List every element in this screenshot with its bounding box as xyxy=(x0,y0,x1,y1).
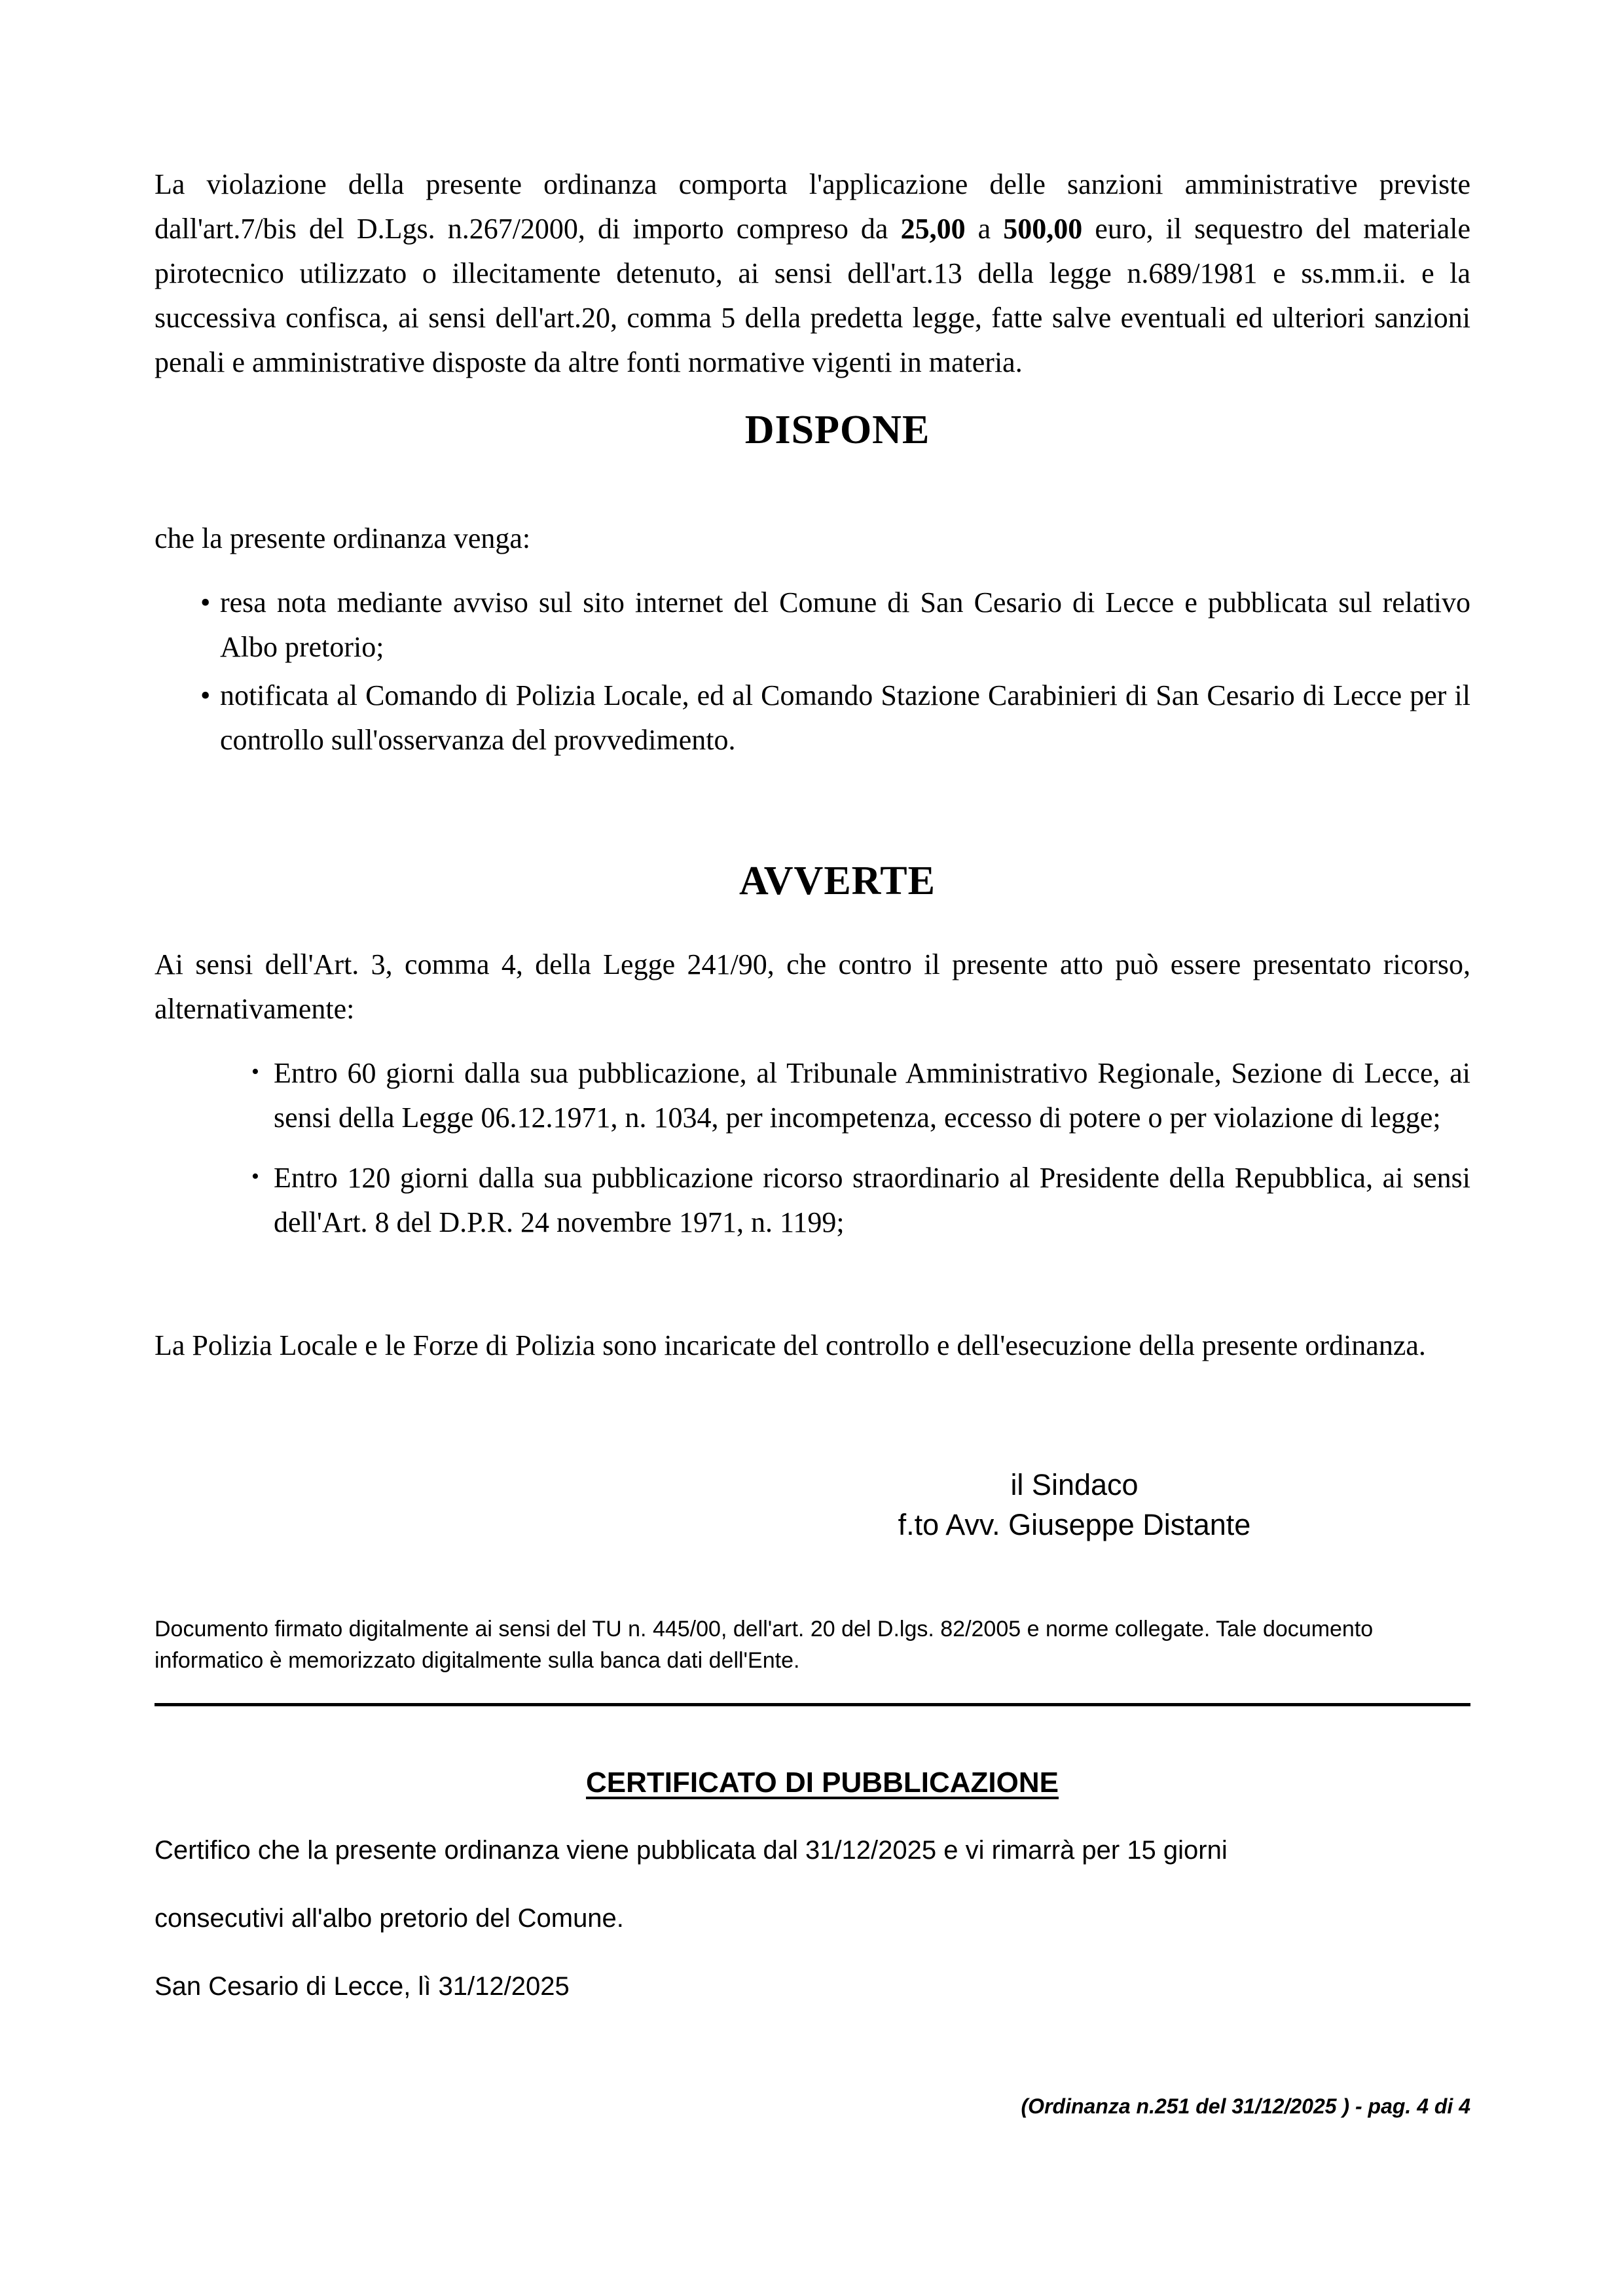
list-item-text: notificata al Comando di Polizia Locale, ed al Comando Stazione Carabinieri di San Cesario di Lecce per il controllo sull'osservanza del provvedimento. xyxy=(220,679,1470,756)
avverte-intro: Ai sensi dell'Art. 3, comma 4, della Legge 241/90, che contro il presente atto può essere presentato ricorso, alternativamente: xyxy=(155,948,1470,1025)
dispone-bullet-list xyxy=(200,581,1470,762)
list-item xyxy=(200,673,1470,762)
spacer xyxy=(155,1261,1470,1323)
certificate-line-2: consecutivi all'albo pretorio del Comune. xyxy=(155,1903,624,1933)
spacer xyxy=(155,561,1470,581)
sanction-text-part3: euro, il sequestro del materiale pirotecnico utilizzato o illecitamente detenuto, ai sensi dell'art.13 della legge n.689/1981 e ss.mm.ii. e la successiva confisca, ai sensi dell'art.20, comma 5 della predetta legge, fatte salve eventuali ed ulteriori sanzioni penali e amministrative disposte da altre fonti normative vigenti in materia. xyxy=(155,212,1471,378)
sanction-text-part2: a xyxy=(965,212,1004,245)
page-footer: (Ordinanza n.251 del 31/12/2025 ) - pag. 4 di 4 xyxy=(1021,2094,1470,2118)
list-item-text: Entro 120 giorni dalla sua pubblicazione ricorso straordinario al Presidente della Repubblica, ai sensi dell'Art. 8 del D.P.R. 24 novembre 1971, n. 1199; xyxy=(274,1161,1470,1238)
dispone-heading: DISPONE xyxy=(744,407,930,452)
bullet-icon: • xyxy=(200,586,211,619)
bullet-icon: • xyxy=(251,1059,259,1084)
signature-name: f.to Avv. Giuseppe Distante xyxy=(898,1508,1251,1542)
list-item xyxy=(251,1051,1470,1140)
certificate-line-3: San Cesario di Lecce, lì 31/12/2025 xyxy=(155,1971,570,2001)
list-item-text: resa nota mediante avviso sul sito internet del Comune di San Cesario di Lecce e pubblicata sul relativo Albo pretorio; xyxy=(220,586,1470,663)
sanction-amount-min: 25,00 xyxy=(900,212,966,245)
sanction-paragraph xyxy=(155,162,1470,385)
certificate-title: CERTIFICATO DI PUBBLICAZIONE xyxy=(586,1766,1059,1799)
spacer xyxy=(155,1031,1470,1051)
bullet-icon: • xyxy=(251,1164,259,1189)
signature-role: il Sindaco xyxy=(1010,1468,1139,1502)
document-content xyxy=(155,162,1470,2003)
spacer xyxy=(155,905,1470,942)
spacer xyxy=(155,454,1470,516)
list-item-text: Entro 60 giorni dalla sua pubblicazione, al Tribunale Amministrativo Regionale, Sezione di Lecce, ai sensi della Legge 06.12.1971, n. 1034, per incompetenza, eccesso di potere o per violazione di legge; xyxy=(274,1056,1470,1134)
dispone-intro: che la presente ordinanza venga: xyxy=(155,522,531,554)
list-item xyxy=(251,1156,1470,1245)
sanction-text-part1: La violazione della presente ordinanza comporta l'applicazione delle sanzioni amministrative previste dall'art.7/bis del D.Lgs. n.267/2000, di importo compreso da xyxy=(155,168,1470,245)
bullet-icon: • xyxy=(200,679,211,711)
avverte-heading: AVVERTE xyxy=(739,858,936,903)
list-item xyxy=(200,581,1470,670)
signature-block xyxy=(155,1465,1470,1545)
sanction-amount-max: 500,00 xyxy=(1003,212,1083,245)
enforcement-paragraph: La Polizia Locale e le Forze di Polizia sono incaricate del controllo e dell'esecuzione della presente ordinanza. xyxy=(155,1329,1426,1361)
spacer xyxy=(155,766,1470,858)
section-divider xyxy=(155,1703,1470,1706)
avverte-bullet-list xyxy=(251,1051,1470,1245)
digital-signature-note: Documento firmato digitalmente ai sensi del TU n. 445/00, dell'art. 20 del D.lgs. 82/2005 e norme collegate. Tale documento informatico è memorizzato digitalmente sulla banca dati dell'Ente. xyxy=(155,1616,1374,1674)
certificate-line-1: Certifico che la presente ordinanza viene pubblicata dal 31/12/2025 e vi rimarrà per 15 giorni xyxy=(155,1835,1228,1865)
